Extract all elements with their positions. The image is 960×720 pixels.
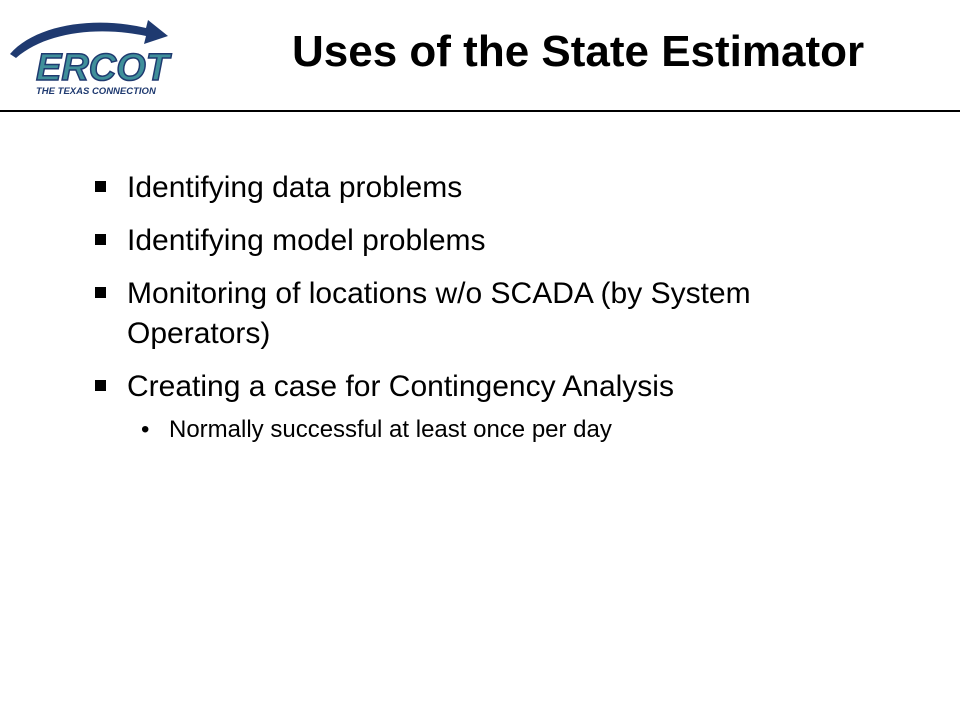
bullet-text: Monitoring of locations w/o SCADA (by System Operators) [127, 277, 751, 350]
title-divider [0, 110, 960, 112]
bullet-item [0, 221, 827, 261]
slide-title: Uses of the State Estimator [292, 27, 865, 76]
square-bullet-icon [95, 234, 106, 245]
bullet-list [0, 168, 960, 446]
square-bullet-icon [95, 181, 106, 192]
bullet-text: Identifying model problems [127, 224, 486, 257]
sub-bullet-item [0, 414, 960, 446]
round-bullet-icon: • [141, 416, 150, 443]
bullet-text: Identifying data problems [127, 171, 463, 204]
ercot-logo [6, 14, 176, 100]
logo-wordmark: ERCOT [36, 47, 169, 89]
bullet-item [0, 274, 827, 354]
bullet-text: Creating a case for Contingency Analysis [127, 370, 674, 403]
bullet-item [0, 168, 827, 208]
sub-bullet-text: Normally successful at least once per day [169, 416, 612, 443]
ercot-logo-graphic [6, 14, 176, 100]
bullet-item [0, 367, 827, 407]
logo-tagline: THE TEXAS CONNECTION [36, 86, 156, 97]
square-bullet-icon [95, 287, 106, 298]
square-bullet-icon [95, 380, 106, 391]
